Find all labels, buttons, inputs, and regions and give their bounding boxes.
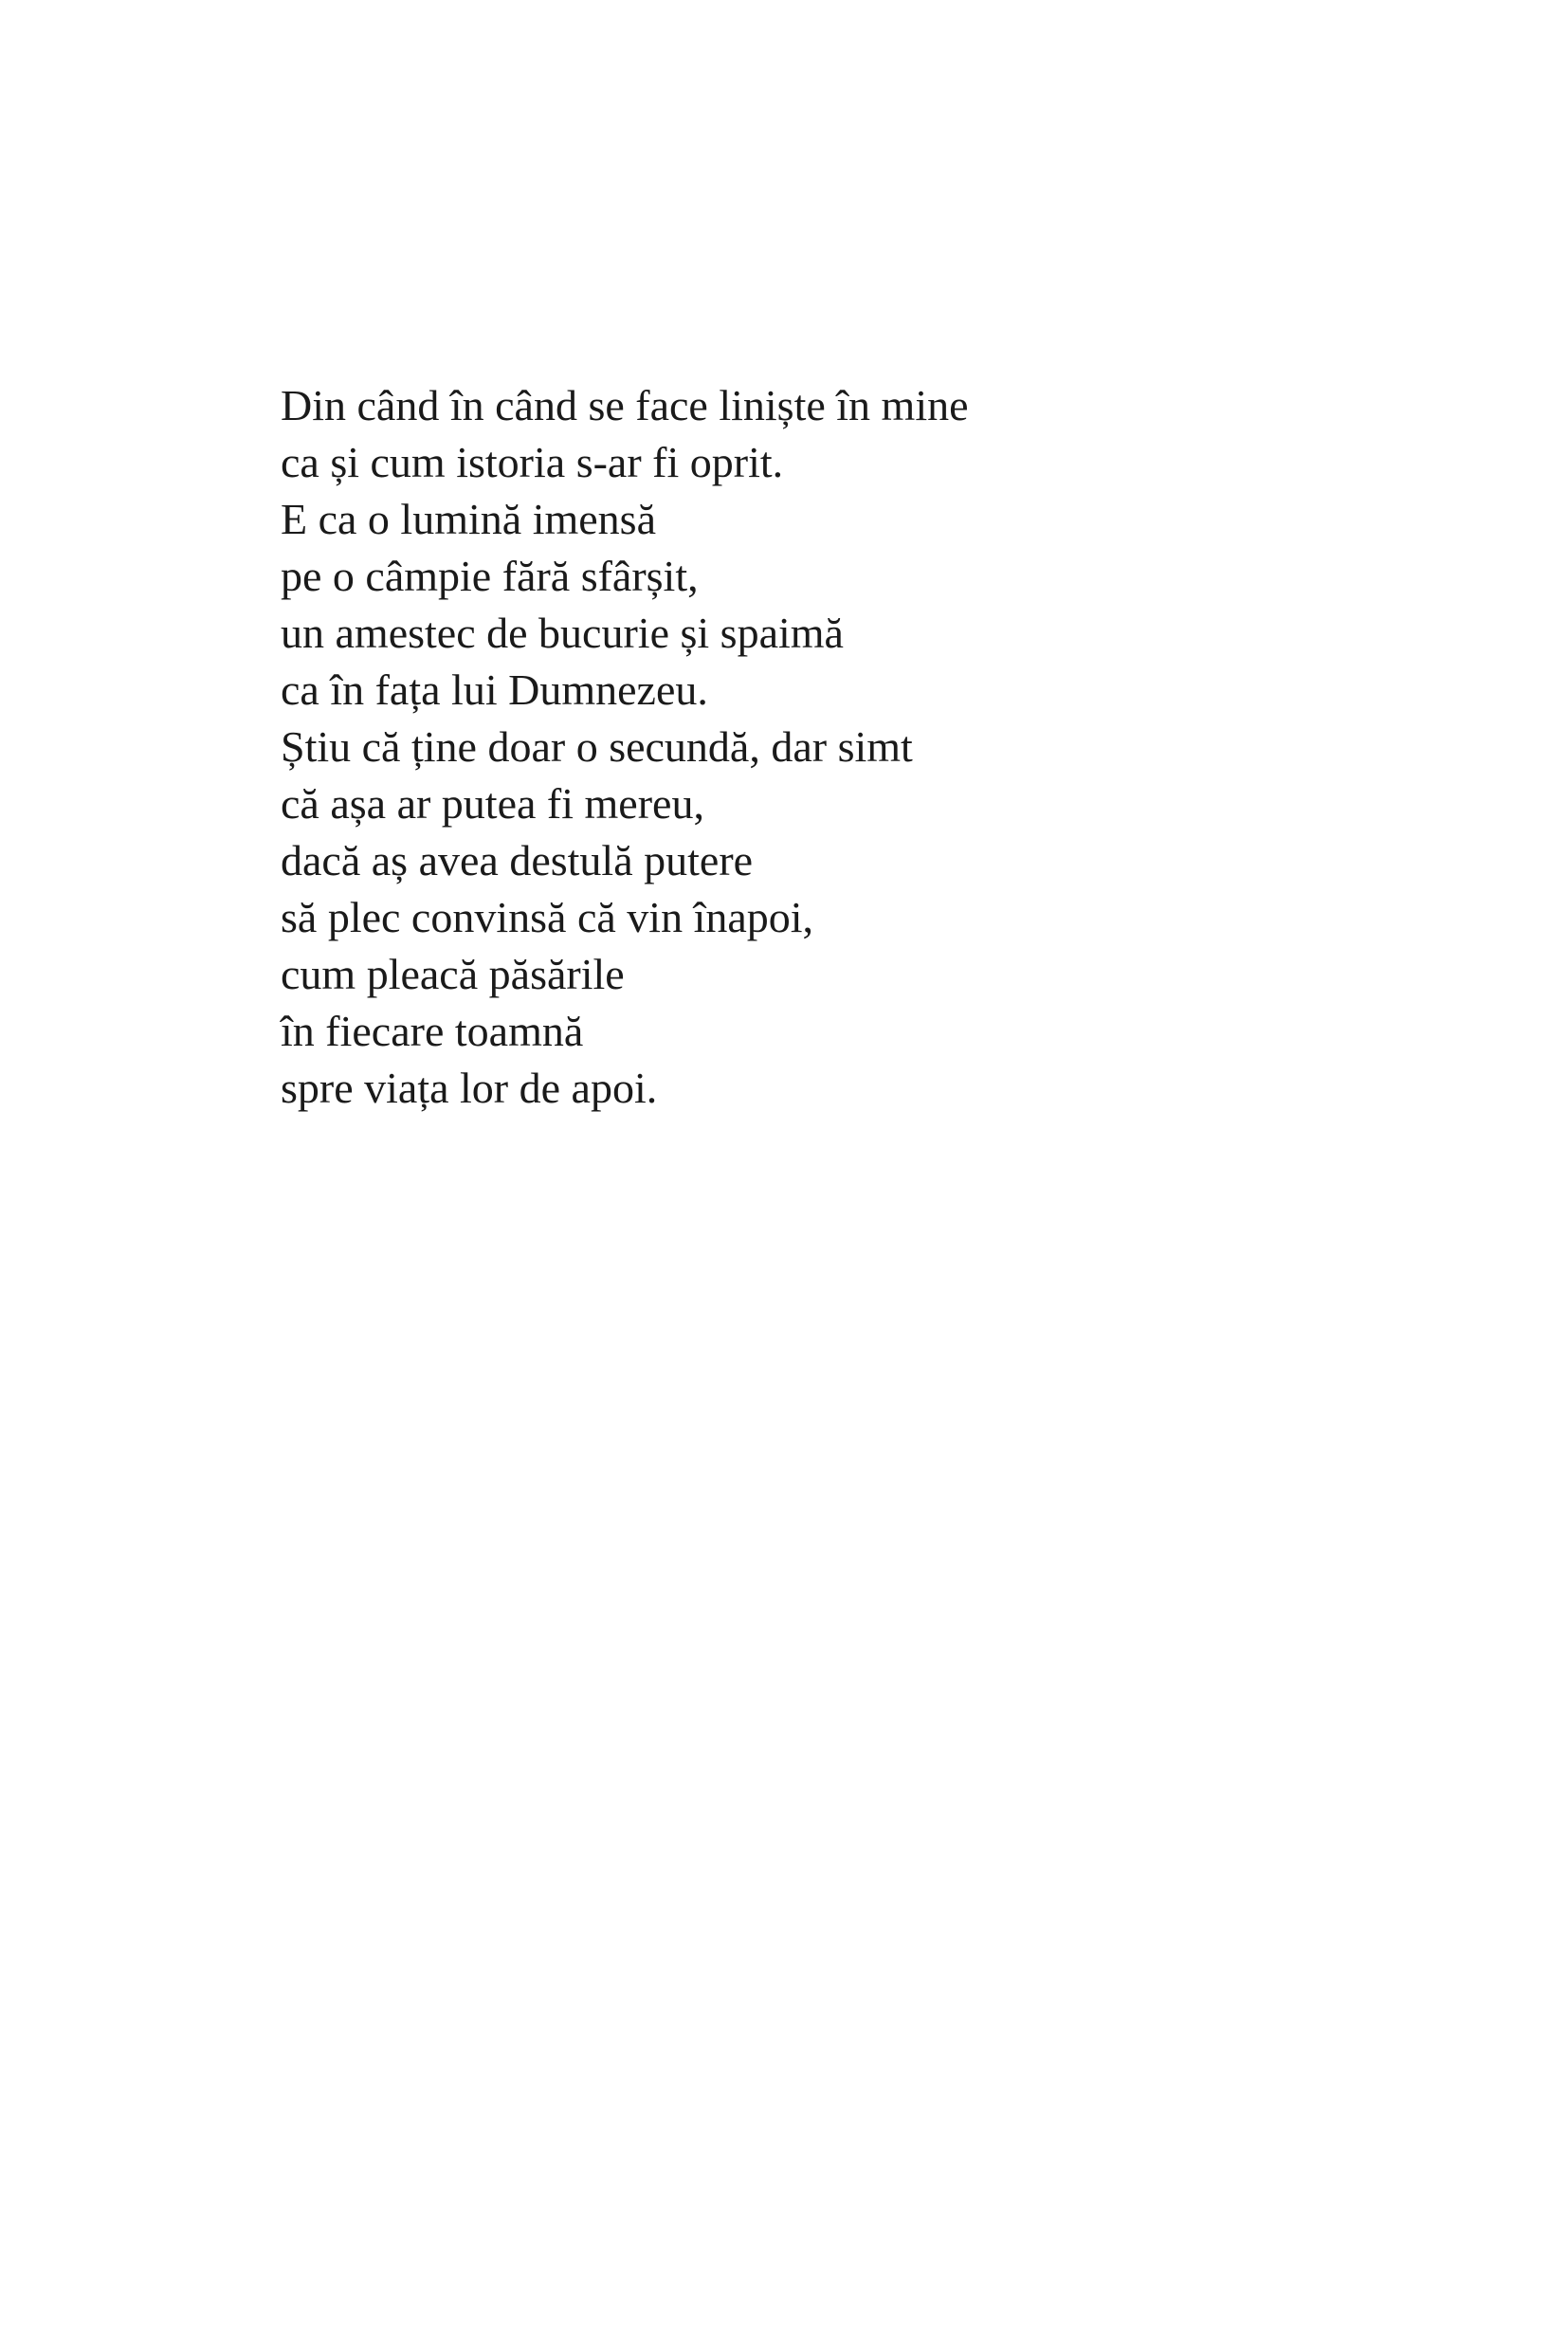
poem-line-11: cum pleacă păsările bbox=[281, 950, 625, 998]
poem-line-7: Știu că ține doar o secundă, dar simt bbox=[281, 722, 913, 771]
poem-line-6: ca în fața lui Dumnezeu. bbox=[281, 665, 708, 714]
poem-line-9: dacă aș avea destulă putere bbox=[281, 836, 754, 884]
poem-line-13: spre viața lor de apoi. bbox=[281, 1064, 658, 1112]
poem-line-10: să plec convinsă că vin înapoi, bbox=[281, 893, 814, 941]
poem-line-4: pe o câmpie fără sfârșit, bbox=[281, 552, 699, 600]
poem-line-5: un amestec de bucurie și spaimă bbox=[281, 609, 844, 657]
poem-line-8: că așa ar putea fi mereu, bbox=[281, 779, 704, 828]
poem-line-3: E ca o lumină imensă bbox=[281, 495, 656, 543]
poem bbox=[281, 377, 969, 1117]
poem-line-12: în fiecare toamnă bbox=[281, 1007, 584, 1055]
poem-line-2: ca și cum istoria s-ar fi oprit. bbox=[281, 438, 784, 486]
poem-line-1: Din când în când se face liniște în mine bbox=[281, 381, 969, 429]
